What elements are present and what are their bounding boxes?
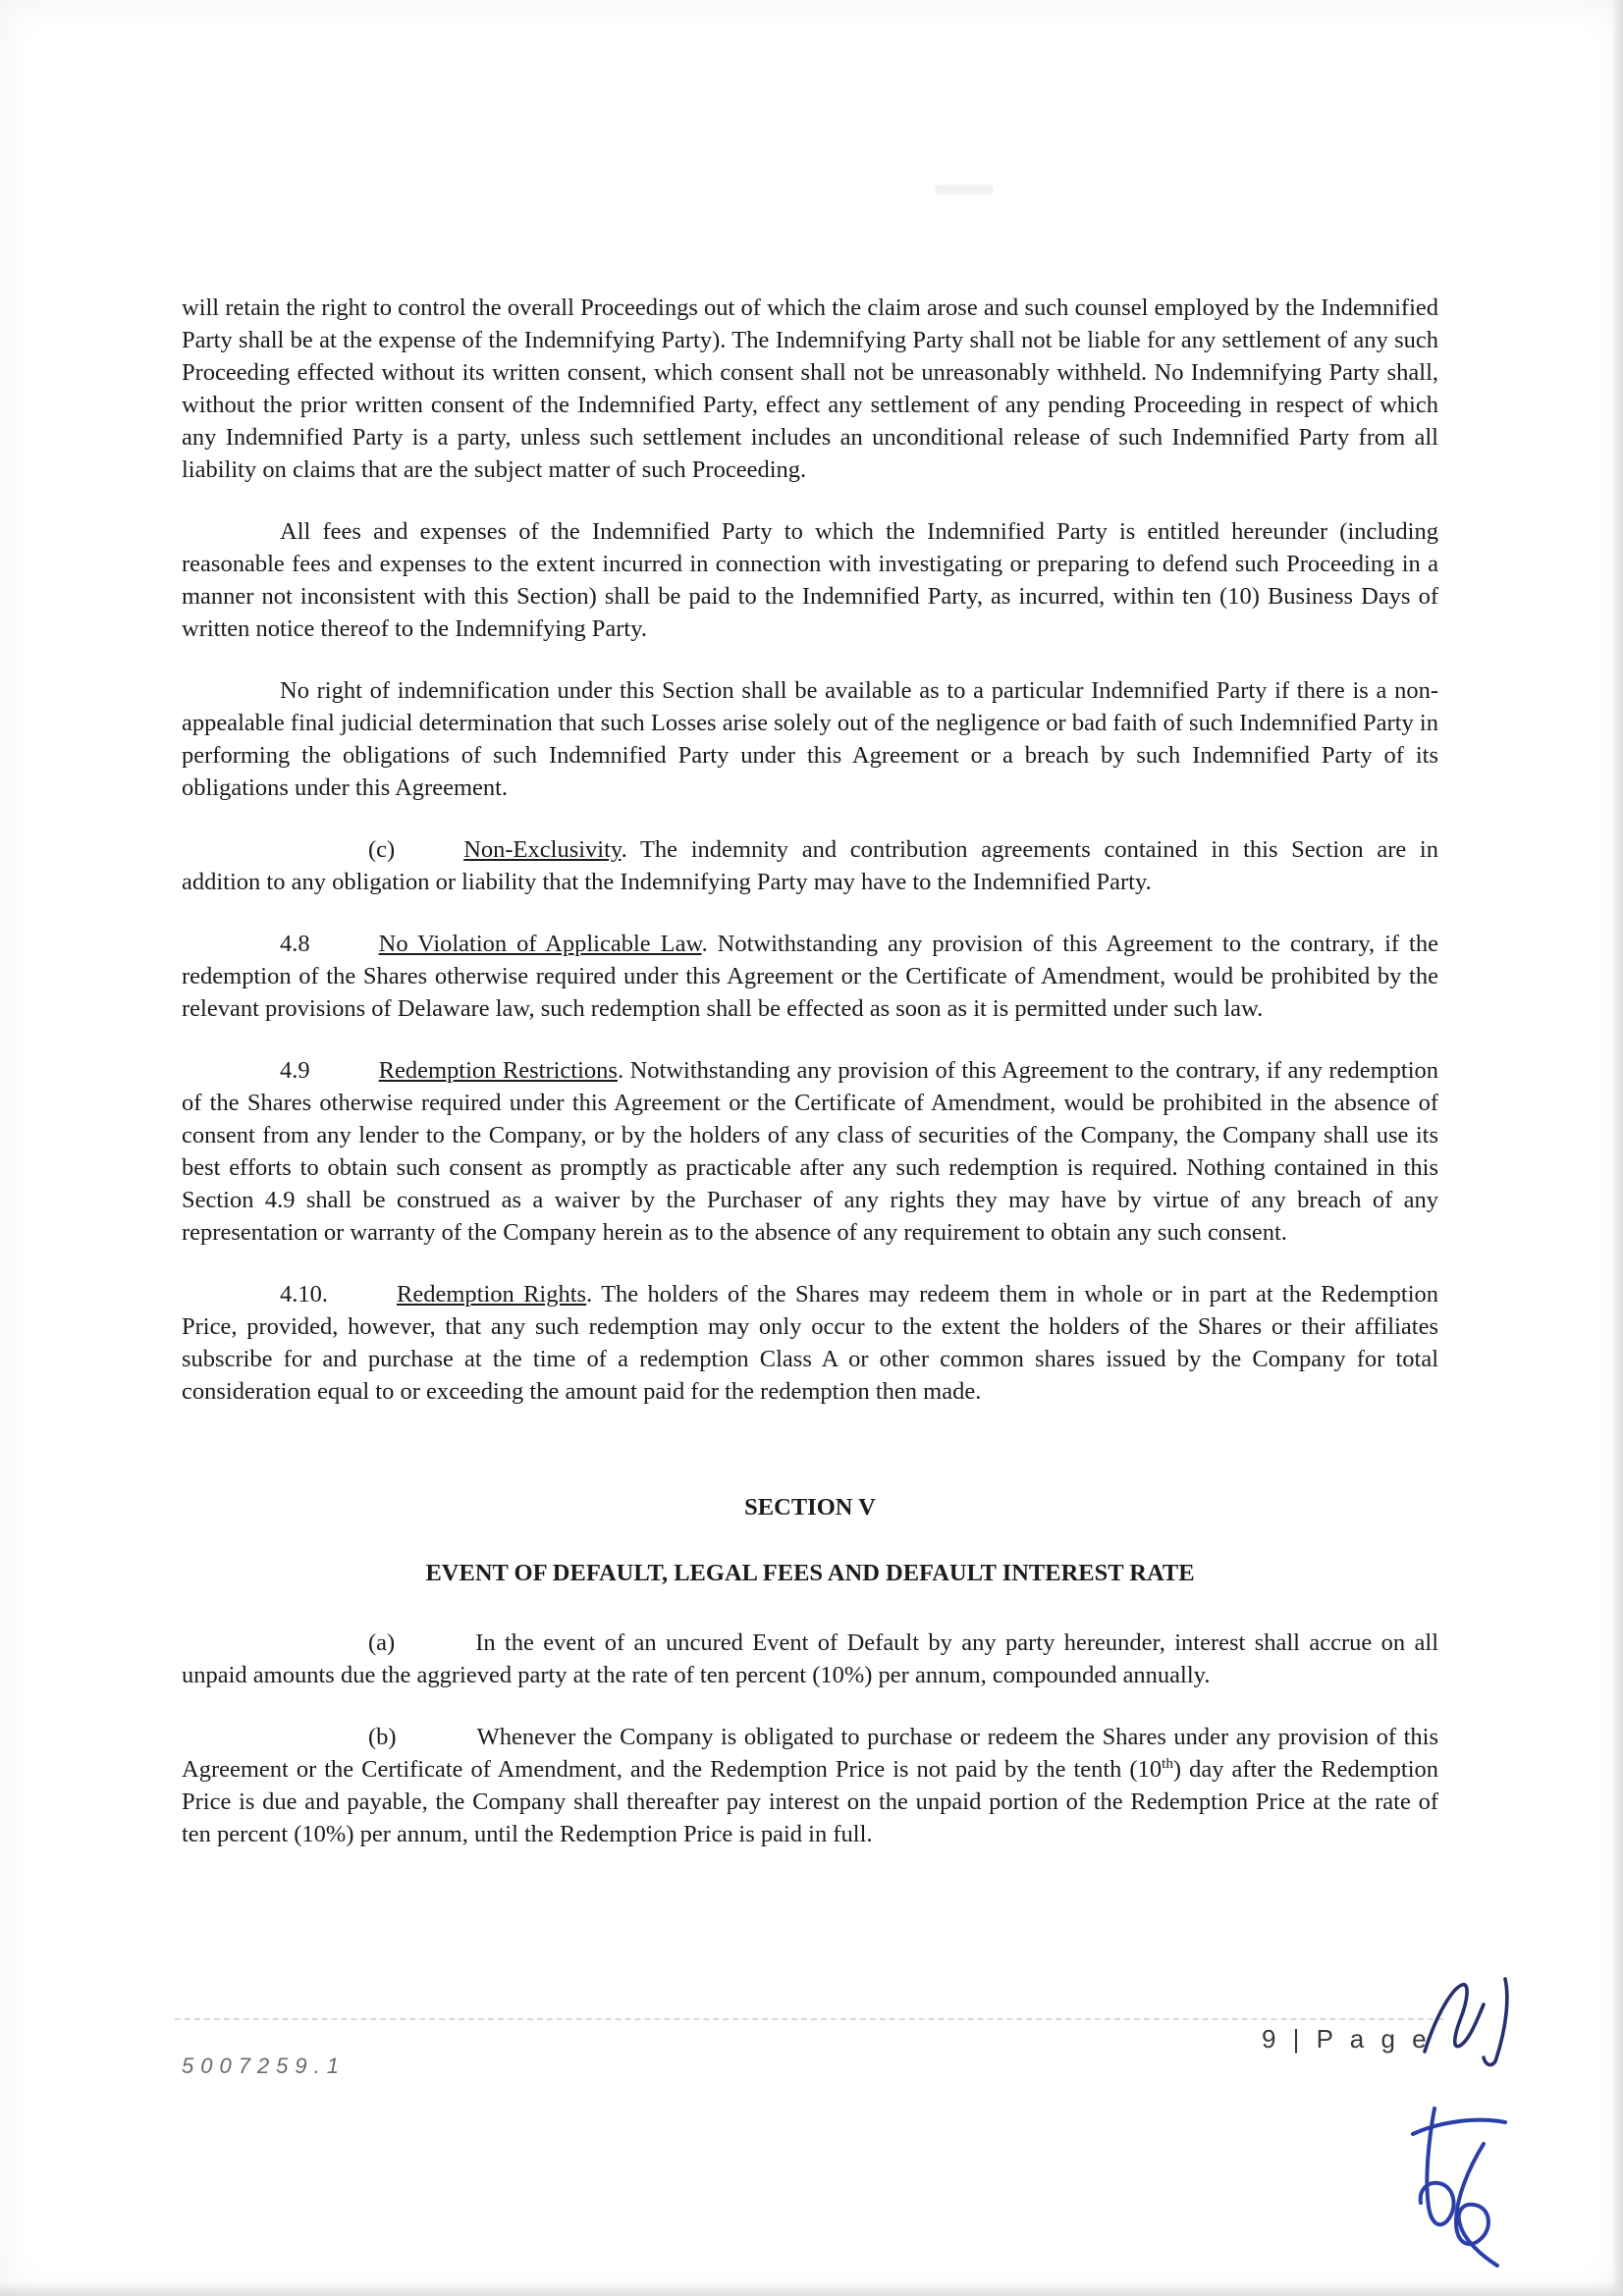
- footer-divider: [175, 2018, 1443, 2020]
- clause-4-9-text: . Notwithstanding any provision of this Agreement to the contrary, if any redemption of the Shares otherwise required under this Agreement or the Certificate of Amendment, would be prohibited in the absence of consent from any lender to the Company, or by the holders of any class of securities of the Company, the Company shall use its best efforts to obtain such consent as promptly as practicable after any such redemption is required. Nothing contained in this Section 4.9 shall be construed as a waiver by the Purchaser of any rights they may have by virtue of any breach of any representation or warranty of the Company herein as to the absence of any requirement to obtain any such consent.: [182, 1057, 1438, 1246]
- section-v-subtitle: EVENT OF DEFAULT, LEGAL FEES AND DEFAULT INTEREST RATE: [425, 1560, 1195, 1586]
- page-number: 9 | P a g e: [1262, 2024, 1432, 2054]
- clause-a-label: (a): [368, 1629, 396, 1656]
- scan-edge-artifact: [0, 2282, 1623, 2296]
- clause-c-heading: Non-Exclusivity: [463, 836, 622, 863]
- clause-4-10: [182, 1278, 1438, 1408]
- clause-c-label: (c): [368, 836, 396, 863]
- clause-4-8: [182, 928, 1438, 1025]
- scan-edge-artifact: [1611, 0, 1623, 2296]
- clause-4-8-number: 4.8: [280, 931, 310, 957]
- clause-4-8-heading: No Violation of Applicable Law: [378, 931, 702, 957]
- ordinal-superscript: th: [1162, 1754, 1173, 1772]
- clause-b-text-1: Whenever the Company is obligated to purchase or redeem the Shares under any provision of this Agreement or the Certificate of Amendment, and the Redemption Price is not paid by the tenth (10: [182, 1724, 1438, 1783]
- clause-4-10-text: . The holders of the Shares may redeem them in whole or in part at the Redemption Price, provided, however, that any such redemption may only occur to the extent the holders of the Shares or their affiliates subscribe for and purchase at the time of a redemption Class A or other common shares issued by the Company for total consideration equal to or exceeding the amount paid for the redemption then made.: [182, 1281, 1438, 1405]
- paragraph-continuation: will retain the right to control the overall Proceedings out of which the claim arose and such counsel employed by the Indemnified Party shall be at the expense of the Indemnifying Party). The Indemnifying Party shall not be liable for any settlement of any such Proceeding effected without its written consent, which consent shall not be unreasonably withheld. No Indemnifying Party shall, without the prior written consent of the Indemnified Party, effect any settlement of any pending Proceeding in respect of which any Indemnified Party is a party, unless such settlement includes an unconditional release of such Indemnified Party from all liability on claims that are the subject matter of such Proceeding.: [182, 294, 1438, 483]
- clause-4-9-number: 4.9: [280, 1057, 310, 1084]
- clause-b-text-2: ) day after the Redemption Price is due and payable, the Company shall thereafter pay interest on the unpaid portion of the Redemption Price at the rate of ten percent (10%) per annum, until the Redemption Price is paid in full.: [182, 1756, 1438, 1847]
- clause-4-8-text: . Notwithstanding any provision of this Agreement to the contrary, if the redemption of the Shares otherwise required under this Agreement or the Certificate of Amendment, would be prohibited by the relevant provisions of Delaware law, such redemption shall be effected as soon as it is permitted under such law.: [182, 931, 1438, 1022]
- clause-4-10-number: 4.10.: [280, 1281, 328, 1308]
- clause-c-text: . The indemnity and contribution agreements contained in this Section are in addition to any obligation or liability that the Indemnifying Party may have to the Indemnified Party.: [182, 836, 1438, 895]
- paragraph-no-right-indemnification: No right of indemnification under this Section shall be available as to a particular Indemnified Party if there is a non-appealable final judicial determination that such Losses arise solely out of the negligence or bad faith of such Indemnified Party in performing the obligations of such Indemnified Party under this Agreement or a breach by such Indemnified Party of its obligations under this Agreement.: [182, 677, 1438, 801]
- handwritten-initials-bottom: [1399, 2101, 1517, 2277]
- section-v-title: SECTION V: [744, 1494, 876, 1521]
- scan-smudge-artifact: [935, 185, 994, 194]
- handwritten-initial-near-page-number: [1419, 1975, 1522, 2073]
- clause-4-9-heading: Redemption Restrictions: [378, 1057, 618, 1084]
- clause-c: [182, 833, 1438, 898]
- clause-b-label: (b): [368, 1724, 397, 1750]
- clause-a: [182, 1627, 1438, 1691]
- document-control-number: 5007259.1: [182, 2054, 346, 2078]
- clause-4-10-heading: Redemption Rights: [397, 1281, 587, 1308]
- clause-4-9: [182, 1054, 1438, 1249]
- clause-b: [182, 1721, 1438, 1850]
- paragraph-fees-expenses: All fees and expenses of the Indemnified Party to which the Indemnified Party is entitled hereunder (including reasonable fees and expenses to the extent incurred in connection with investigating or preparing to defend such Proceeding in a manner not inconsistent with this Section) shall be paid to the Indemnified Party, as incurred, within ten (10) Business Days of written notice thereof to the Indemnifying Party.: [182, 518, 1438, 642]
- clause-a-text: In the event of an uncured Event of Default by any party hereunder, interest shall accrue on all unpaid amounts due the aggrieved party at the rate of ten percent (10%) per annum, compounded annually.: [182, 1629, 1438, 1688]
- document-body: [182, 292, 1438, 1880]
